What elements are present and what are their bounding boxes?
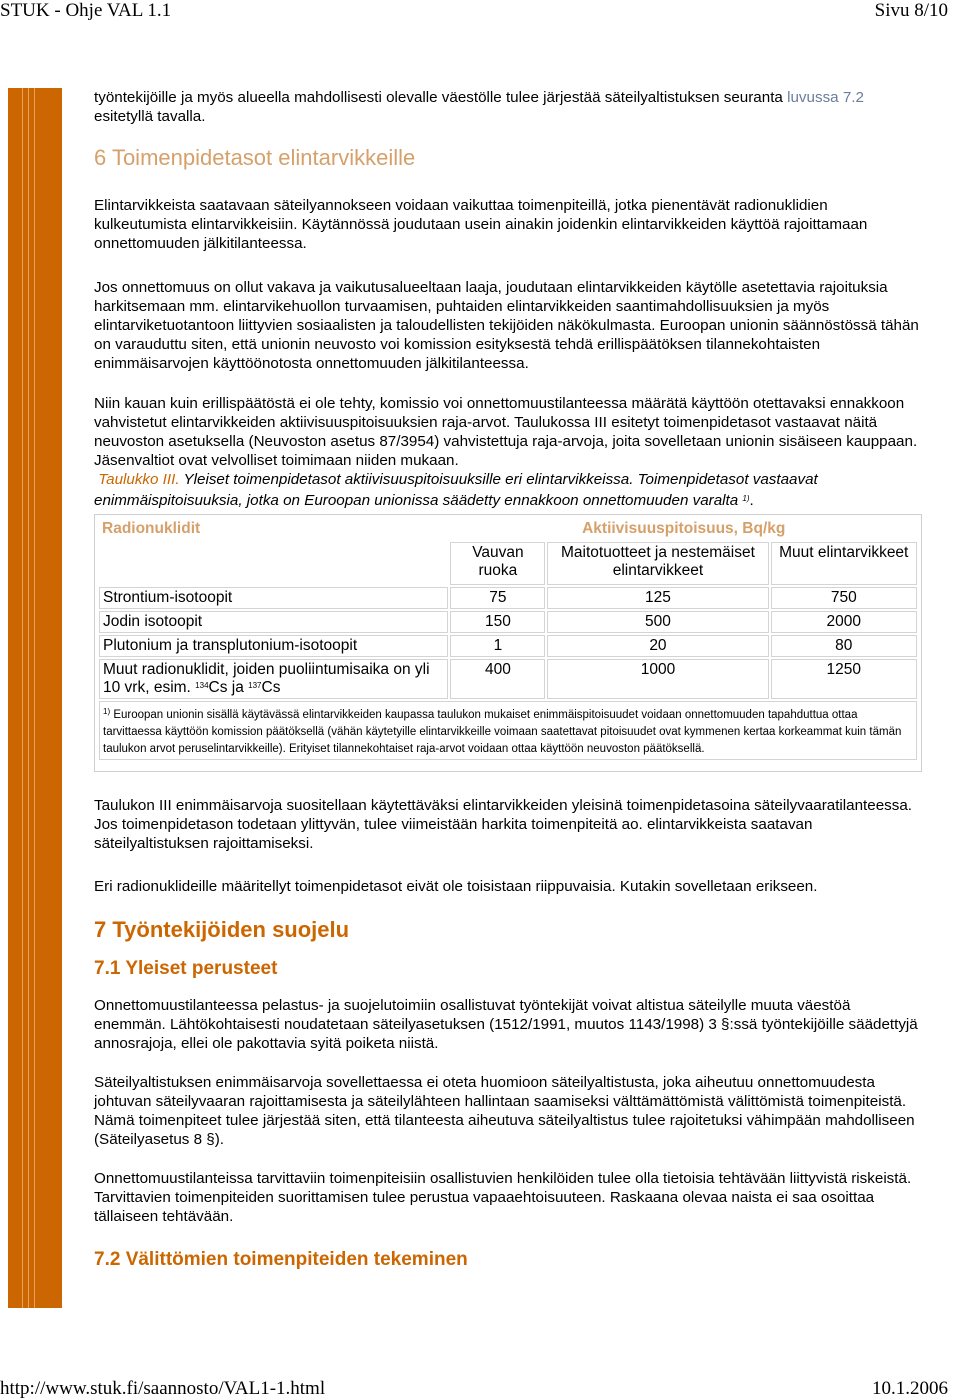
table-caption: Taulukko III. Yleiset toimenpidetasot aktiivisuuspitoisuuksille eri elintarvikkeissa. Toimenpidetasot vastaavat enimmäispitoisuuksia, jotka on Euroopan unionissa säädetty ennakkoon onnettomuuden varalta $^{1)}$ [94,471,818,509]
section-7-title: 7 Työntekijöiden suojelu [94,917,350,942]
table-row: Muut radionuklidit, joiden puoliintumisaika on yli 10 vrk, esim. $^{134}$Cs ja $^{137}$Cs 400 1000 1250 [99,659,917,699]
table-row: Jodin isotoopit 150 500 2000 [99,611,917,633]
page-number: Sivu 8/10 [874,0,948,21]
section-7-2-title: 7.2 Välittömien toimenpiteiden tekeminen [94,1249,468,1270]
after-table-content [94,796,924,1269]
after-table-paragraph-1: Taulukon III enimmäisarvoja suositellaan käytettäväksi elintarvikkeiden yleisinä toimenpidetasoina säteilyvaaratilanteessa. Jos toimenpidetason todetaan ylittyvän, tulee viimeistään harkita toimenpiteitä ao. elintarvikkeista saatavan säteilyaltistuksen rajoittamiseksi. [94,797,913,852]
section-7-paragraph-3: Onnettomuustilanteissa tarvittaviin toimenpiteisiin osallistuvien henkilöiden tulee olla tietoisia tehtävään liittyvistä riskeistä. Tarvittavien toimenpiteiden suorittamisen tulee perustua vapaaehtoisuuteen. Raskaana olevaa naista ei saa osoittaa tällaiseen tehtävään. [94,1170,912,1225]
section-6-paragraph-3: Niin kauan kuin erillispäätöstä ei ole tehty, komissio voi onnettomuustilanteessa määrätä käyttöön otettavaksi ennakkoon vahvistetut elintarvikkeiden aktiivisuuspitoisuuksien raja-arvot. Taulukossa III esitetyt toimenpidetasot vastaavat näitä neuvoston asetuksella (Neuvoston asetus 87/3954) vahvistettuja raja-arvoja, joita sovelletaan unionin sisäiseen kauppaan. Jäsenvaltiot ovat velvolliset toimimaan niiden mukaan. Taulukko III. Yleiset toimenpidetasot aktiivisuuspitoisuuksille eri elintarvikkeissa. Toimenpidetasot vastaavat enimmäispitoisuuksia, jotka on Euroopan unionissa säädetty ennakkoon onnettomuuden varalta $^{1)}$. [94,395,918,509]
section-7-1-title: 7.1 Yleiset perusteet [94,958,278,979]
table-iii [94,514,922,772]
section-6-paragraph-2: Jos onnettomuus on ollut vakava ja vaikutusalueeltaan laaja, joudutaan elintarvikkeiden käytölle asetettavia rajoituksia harkitsemaan mm. elintarvikehuollon turvaamisen, puhtaiden elintarvikkeiden saantimahdollisuuksien ja myös elintarviketuotantoon liittyvien sosiaalisten ja taloudellisten tekijöiden näkökulmasta. Euroopan unionin säännöstössä tähän on varauduttu siten, että unionin neuvosto voi komission esityksestä tehdä erillispäätöksen tilannekohtaisten enimmäisarvojen käyttöönotosta onnettomuuden jälkitilanteessa. [94,279,919,372]
page-header-title: STUK - Ohje VAL 1.1 [0,0,172,21]
col-baby-food: Vauvan ruoka [450,542,545,585]
col-dairy: Maitotuotteet ja nestemäiset elintarvikkeet [547,542,768,585]
table-footnote: $^{1)}$ Euroopan unionin sisällä käytävässä elintarvikkeiden kaupassa taulukon mukaiset enimmäispitoisuudet voidaan onnettomuuden tapahduttua ottaa tarvittaessa käyttöön komission päätöksellä (vähän käytetyille elintarvikkeille voimaan saatettavat pitoisuudet ovat kymmenen kertaa korkeammat kuin tämän taulukon arvot peruselintarvikkeille). Erityiset tilannekohtaiset raja-arvot voidaan ottaa käyttöön neuvoston päätöksellä. [99,701,917,760]
after-table-paragraph-2: Eri radionuklideille määritellyt toimenpidetasot eivät ole toisistaan riippuvaisia. Kutakin sovelletaan erikseen. [94,878,818,895]
page-url: http://www.stuk.fi/saannosto/VAL1-1.html [0,1378,326,1399]
page-date: 10.1.2006 [872,1378,948,1399]
section-7-paragraph-2: Säteilyaltistuksen enimmäisarvoja sovellettaessa ei oteta huomioon säteilyaltistusta, joka aiheutuu onnettomuudesta johtuvan säteilyvaaran rajoittamisesta ja säteilylähteen hallintaan saamiseksi välttämättömistä välittömistä toimenpiteistä. Nämä toimenpiteet tulee järjestää siten, että tilanteesta aiheutuva säteilyaltistus tulee rajoitetuksi vähimpään mahdolliseen (Säteilyasetus 8 §). [94,1074,915,1148]
col-other-food: Muut elintarvikkeet [771,542,917,585]
section-6-title: 6 Toimenpidetasot elintarvikkeille [94,145,416,170]
intro-paragraph: työntekijöille ja myös alueella mahdollisesti olevalle väestölle tulee järjestää säteilyaltistuksen seuranta luvussa 7.2 esitetyllä tavalla. [94,89,864,125]
section-7-paragraph-1: Onnettomuustilanteessa pelastus- ja suojelutoimiin osallistuvat työntekijät voivat altistua säteilylle muuta väestöä enemmän. Lähtökohtaisesti noudatetaan säteilyasetuksen (1512/1991, muutos 1143/1998) 3 §:ssä työntekijöille säädettyjä annosrajoja, ellei ole pakottavia syitä poiketa niistä. [94,997,918,1052]
header-activity: Aktiivisuuspitoisuus, Bq/kg [582,520,786,537]
table-row: Strontium-isotoopit 75 125 750 [99,587,917,609]
table-row: Plutonium ja transplutonium-isotoopit 1 20 80 [99,635,917,657]
chapter-link[interactable]: luvussa 7.2 [787,89,864,106]
section-6-paragraph-1: Elintarvikkeista saatavaan säteilyannokseen voidaan vaikuttaa toimenpiteillä, jotka pienentävät radionuklidien kulkeutumista elintarvikkeisiin. Käytännössä joudutaan usein ainakin joidenkin elintarvikkeiden käyttöä rajoittamaan onnettomuuden jälkitilanteessa. [94,197,868,252]
header-radionuclides: Radionuklidit [102,520,201,537]
sidebar-decoration [8,88,62,1308]
action-levels-table [97,517,919,762]
